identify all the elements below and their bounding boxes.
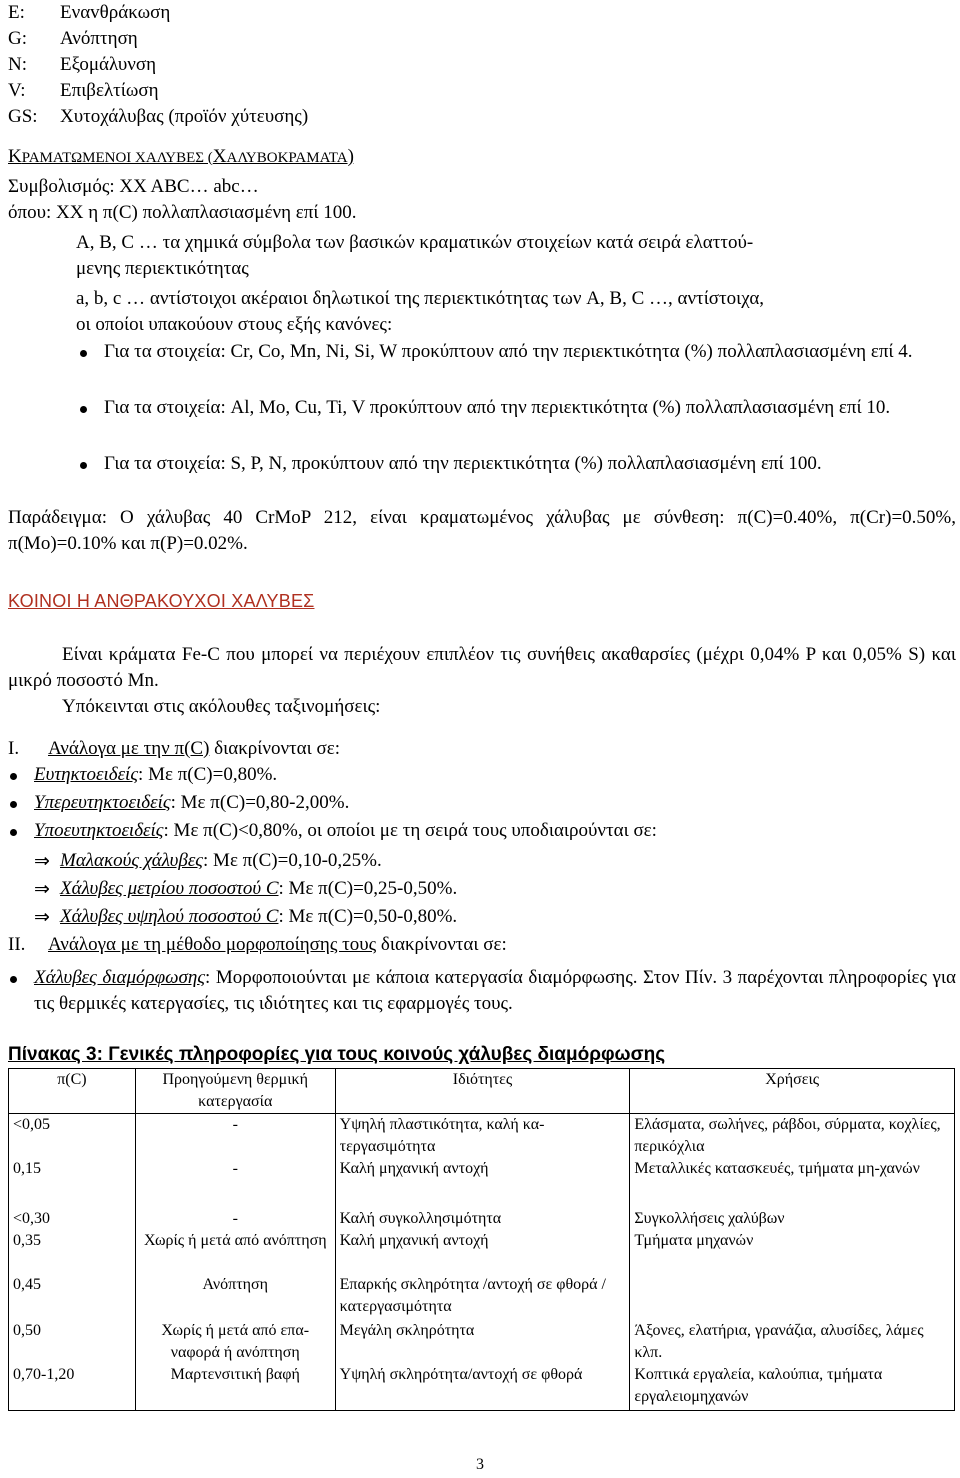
properties-cell: Μεγάλη σκληρότητα: [335, 1320, 630, 1364]
where-line: όπου: XX η π(C) πολλαπλασιασμένη επί 100.: [8, 202, 357, 223]
abbr-key: V:: [8, 80, 26, 101]
sub-type-item: [60, 848, 382, 874]
treatment-cell: -: [135, 1208, 335, 1230]
treatment-cell: Χωρίς ή μετά από ανόπτηση: [135, 1230, 335, 1274]
abbr-key: E:: [8, 2, 25, 23]
forming-name: Χάλυβες διαμόρφωσης: [34, 967, 206, 988]
lower-line-2: οι οποίοι υπακούουν στους εξής κανόνες:: [76, 314, 393, 335]
abbr-value: Εξομάλυνση: [60, 54, 157, 75]
carbon-type-name: Υποευτηκτοειδείς: [34, 820, 164, 841]
table-row: [9, 1320, 955, 1364]
class-underlined: Ανάλογα με την π(C): [48, 738, 210, 759]
bullet-icon: [10, 801, 17, 808]
classification-1: [8, 736, 340, 762]
sub-type-rest: : Με π(C)=0,50-0,80%.: [278, 906, 458, 927]
class-underlined: Ανάλογα με τη μέθοδο μορφοποίησης τους: [48, 934, 377, 955]
properties-cell: Καλή μηχανική αντοχή: [335, 1230, 630, 1274]
carbon-type-item: [34, 790, 349, 816]
sub-type-rest: : Με π(C)=0,25-0,50%.: [278, 878, 458, 899]
classification-subject: Υπόκεινται στις ακόλουθες ταξινομήσεις:: [62, 696, 381, 717]
title-letter: Κ: [8, 146, 22, 167]
carbon-type-item: [34, 818, 657, 844]
forming-rest: : Μορφοποιούνται με κάποια κατεργασία διαμόρφωσης. Στον Πίν. 3 παρέχονται πληροφορίες για τις θερμικές κατεργασίες, τις ιδιότητες και τις εφαρμογές τους.: [34, 967, 956, 1014]
carbon-cell: 0,45: [9, 1274, 136, 1320]
carbon-type-rest: : Με π(C)=0,80%.: [138, 764, 278, 785]
abbr-row: [8, 52, 156, 78]
implies-arrow-icon: ⇒: [34, 906, 50, 928]
carbon-cell: 0,70-1,20: [9, 1364, 136, 1410]
page-number: 3: [476, 1456, 484, 1473]
carbon-type-rest: : Με π(C)<0,80%, οι οποίοι με τη σειρά τους υποδιαιρούνται σε:: [163, 820, 657, 841]
common-section-title: ΚΟΙΝΟΙ Η ΑΝΘΡΑΚΟΥΧΟΙ ΧΑΛΥΒΕΣ: [8, 591, 315, 611]
properties-cell: Καλή συγκολλησιμότητα: [335, 1208, 630, 1230]
properties-cell: Καλή μηχανική αντοχή: [335, 1158, 630, 1208]
treatment-cell: Χωρίς ή μετά από επα-ναφορά ή ανόπτηση: [135, 1320, 335, 1364]
header-cell: Προηγούμενη θερμική κατεργασία: [135, 1069, 335, 1114]
rule-item: Για τα στοιχεία: Cr, Co, Mn, Ni, Si, W προκύπτουν από την περιεκτικότητα (%) πολλαπλασιασμένη επί 4.: [104, 341, 913, 362]
sub-type-name: Χάλυβες μετρίου ποσοστού C: [60, 878, 279, 899]
table-row: [9, 1158, 955, 1208]
implies-arrow-icon: ⇒: [34, 850, 50, 872]
uses-cell: Τμήματα μηχανών: [630, 1230, 955, 1274]
sub-type-rest: : Με π(C)=0,10-0,25%.: [203, 850, 382, 871]
bullet-icon: [10, 829, 17, 836]
properties-cell: Υψηλή πλαστικότητα, καλή κα-τεργασιμότητα: [335, 1114, 630, 1159]
abbr-row: [8, 26, 138, 52]
treatment-cell: -: [135, 1114, 335, 1159]
common-paragraph: Είναι κράματα Fe-C που μπορεί να περιέχουν επιπλέον τις συνήθεις ακαθαρσίες (μέχρι 0,04% P και 0,05% S) και μικρό ποσοστό Mn.: [8, 644, 956, 691]
abbr-value: Εναvθράκωση: [60, 2, 171, 23]
sub-type-item: [60, 876, 457, 902]
rule-item: Για τα στοιχεία: S, P, N, προκύπτουν από την περιεκτικότητα (%) πολλαπλασιασμένη επί 100.: [104, 453, 822, 474]
sub-type-name: Χάλυβες υψηλού ποσοστού C: [60, 906, 279, 927]
uses-cell: Μεταλλικές κατασκευές, τμήματα μη-χανών: [630, 1158, 955, 1208]
abbr-row: [8, 0, 170, 26]
header-cell: Χρήσεις: [630, 1069, 955, 1114]
sub-type-name: Μαλακούς χάλυβες: [60, 850, 204, 871]
bullet-icon: [80, 462, 87, 469]
header-cell: π(C): [9, 1069, 136, 1114]
forming-item: [34, 965, 956, 1017]
table-row: [9, 1114, 955, 1159]
table-header-row: [9, 1069, 955, 1114]
uses-cell: [630, 1274, 955, 1320]
abc-line-2: μενης περιεκτικότητας: [76, 258, 249, 279]
abbr-row: [8, 104, 308, 130]
abbr-key: G:: [8, 28, 27, 49]
class-rest: διακρίνονται σε:: [209, 738, 340, 759]
lower-line-1: a, b, c … αντίστοιχοι ακέραιοι δηλωτικοί της περιεκτικότητας των A, B, C …, αντίστοιχα,: [76, 288, 765, 309]
title-letter: Χ: [212, 146, 227, 167]
table-row: [9, 1208, 955, 1230]
abbr-value: Ανόπτηση: [60, 28, 138, 49]
uses-cell: Άξονες, ελατήρια, γρανάζια, αλυσίδες, λάμες κλπ.: [630, 1320, 955, 1364]
properties-cell: Υψηλή σκληρότητα/αντοχή σε φθορά: [335, 1364, 630, 1410]
properties-cell: Επαρκής σκληρότητα /αντοχή σε φθορά / κατεργασιμότητα: [335, 1274, 630, 1320]
abbr-value: Επιβελτίωση: [60, 80, 159, 101]
abbr-key: GS:: [8, 106, 38, 127]
symbolism-line: Συμβολισμός: XX ABC… abc…: [8, 176, 259, 197]
carbon-cell: 0,35: [9, 1230, 136, 1274]
alloy-section-title: [8, 144, 354, 171]
treatment-cell: -: [135, 1158, 335, 1208]
carbon-cell: <0,05: [9, 1114, 136, 1159]
class-number: I.: [8, 738, 20, 759]
header-cell: Ιδιότητες: [335, 1069, 630, 1114]
carbon-type-name: Υπερευτηκτοειδείς: [34, 792, 171, 813]
carbon-type-rest: : Με π(C)=0,80-2,00%.: [170, 792, 350, 813]
carbon-cell: 0,15: [9, 1158, 136, 1208]
title-letter: ): [347, 146, 354, 167]
bullet-icon: [80, 406, 87, 413]
carbon-cell: 0,50: [9, 1320, 136, 1364]
classification-2: [8, 932, 507, 958]
treatment-cell: Μαρτενσιτική βαφή: [135, 1364, 335, 1410]
uses-cell: Κοπτικά εργαλεία, καλούπια, τμήματα εργαλειομηχανών: [630, 1364, 955, 1410]
steels-table: [8, 1068, 955, 1411]
carbon-cell: <0,30: [9, 1208, 136, 1230]
bullet-icon: [10, 773, 17, 780]
table-row: [9, 1274, 955, 1320]
sub-type-item: [60, 904, 457, 930]
rule-item: Για τα στοιχεία: Al, Mo, Cu, Ti, V προκύπτουν από την περιεκτικότητα (%) πολλαπλασιασμένη επί 10.: [104, 397, 891, 418]
bullet-icon: [80, 350, 87, 357]
abbr-key: N:: [8, 54, 27, 75]
uses-cell: Ελάσματα, σωλήνες, ράβδοι, σύρματα, κοχλίες, περικόχλια: [630, 1114, 955, 1159]
title-smallcaps: ΡΑΜΑΤΩΜΕΝΟΙ ΧΑΛΥΒΕΣ (: [21, 150, 213, 166]
table-row: [9, 1230, 955, 1274]
abc-line-1: A, B, C … τα χημικά σύμβολα των βασικών κραματικών στοιχείων κατά σειρά ελαττού-: [76, 232, 754, 253]
carbon-type-name: Ευτηκτοειδείς: [34, 764, 139, 785]
example-paragraph: Παράδειγμα: O χάλυβας 40 CrMoP 212, είναι κραματωμένος χάλυβας με σύνθεση: π(C)=0.40%, π(Cr)=0.50%, π(Mo)=0.10% και π(P)=0.02%.: [8, 507, 956, 554]
implies-arrow-icon: ⇒: [34, 878, 50, 900]
table-title: Πίνακας 3: Γενικές πληροφορίες για τους κοινούς χάλυβες διαμόρφωσης: [8, 1044, 666, 1065]
carbon-type-item: [34, 762, 277, 788]
abbr-row: [8, 78, 159, 104]
title-smallcaps: ΑΛΥΒΟΚΡΑΜΑΤΑ: [226, 150, 348, 166]
uses-cell: Συγκολλήσεις χαλύβων: [630, 1208, 955, 1230]
treatment-cell: Ανόπτηση: [135, 1274, 335, 1320]
class-rest: διακρίνονται σε:: [376, 934, 507, 955]
abbr-value: Χυτοχάλυβας (προϊόν χύτευσης): [60, 106, 309, 127]
table-row: [9, 1364, 955, 1410]
class-number: II.: [8, 934, 26, 955]
bullet-icon: [10, 976, 17, 983]
